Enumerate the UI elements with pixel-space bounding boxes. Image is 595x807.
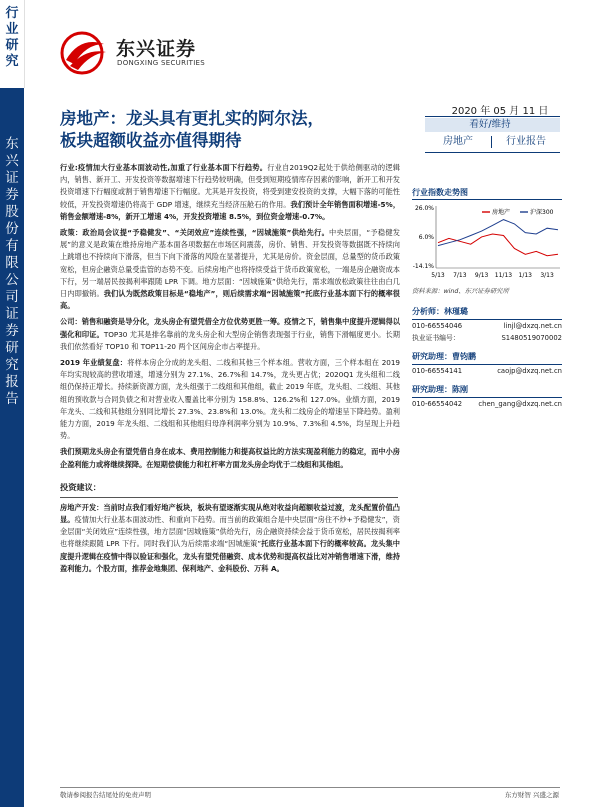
index-chart-heading: 行业指数走势图 xyxy=(412,188,468,197)
paragraph-policy-lead: 政策：政治局会议提“予稳健发”、“关闭效应”连续性强，“因城施策”供给先行。 xyxy=(60,228,330,238)
paragraph-policy-conclusion: 我们认为既然政策目标是“稳地产”，则后续需求端“因城施策”托底行业基本面下行的概率很高。 xyxy=(60,289,400,311)
analyst-license-number: S1480519070002 xyxy=(501,334,562,342)
series-line xyxy=(438,220,558,246)
sidebar-top xyxy=(0,0,25,88)
paragraph-industry-forecast: 我们预计全年销售面积增速-5%，销售金额增速-8%，新开工增速 4%，开发投资增速 8.5%，到位资金增速-0.7%。 xyxy=(60,199,401,221)
logo-name-en: DONGXING SECURITIES xyxy=(117,59,206,67)
assistant-contact-row xyxy=(412,398,562,410)
sidebar-category-label: 行业研究 xyxy=(5,6,19,69)
legend-label: 沪深300 xyxy=(530,209,554,216)
paragraph-review-lead: 2019 年业绩复盘： xyxy=(60,358,128,368)
paragraph-advice-text: 疫情加大行业基本面波动性、和重向下趋势。而当前的政策组合是中央层面“房住不炒+予稳健发”，资金层面“关闭效应”连续性强，地方层面“因城施策”供给先行，房企融资持续会益于货币宽松，居民按揭利率也将继续跟随 LPR 下行。同时我们认为后续需求端“因城施策” xyxy=(60,515,400,549)
y-tick-label: 26.0% xyxy=(414,205,434,212)
assistant-email[interactable]: chen_gang@dxzq.net.cn xyxy=(478,400,562,408)
tag-report-type: 行业报告 xyxy=(506,136,546,147)
paragraph-company xyxy=(60,316,400,353)
analyst-role: 分析师：林瑾璐 xyxy=(412,305,562,320)
x-tick-label: 3/13 xyxy=(540,272,554,279)
series-line xyxy=(438,234,558,256)
chart-source-note: 资料来源：wind、东兴证券研究所 xyxy=(412,288,509,295)
analyst-phone: 010-66554046 xyxy=(412,322,463,330)
tags-divider xyxy=(425,152,560,153)
sidebar-company-label: 东兴证券股份有限公司证券研究报告 xyxy=(5,136,19,407)
paragraph-review-text: 将样本房企分成的龙头组、二线和其他三个样本组。营收方面，三个样本组在 2019 年均实现较高的营收增速，增速分别为 27.1%、26.7%和 14.7%，龙头更占优；2020Q1 龙头组和二线组仍保持正增长。持续新资源方面，龙头组强于二线组和其他组，截止 2019 年底，龙头组、二线组、其他组的预收款与合同负债之和对营业收入覆盖比率分别为 158.8%、126.2%和 127.0%。业绩方面，2019 年龙头、二线和其他组分别同比增长 27.3%、23.8%和 13.0%。龙头和二线房企的增速呈下降趋势。盈利能力方面，2019 年龙头组、二线组和其他组归母净利润率分别为 10.9%、7.3%和 4.5%，均呈现上升趋势。 xyxy=(60,358,400,441)
paragraph-industry-lead: 行业:疫情加大行业基本面波动性,加重了行业基本面下行趋势。 xyxy=(60,163,268,172)
company-logo xyxy=(60,30,260,76)
paragraph-policy-text: 中央层面，“予稳健发展”的意义是政策在维持房地产基本面各项数据在市场区间震荡，房价、销售、开发投资等数据既不持续向上跳增也不持续向下滑落，但当下向下滑落的风险在显著提升，尤其是房价。资金层面，总量型的货币政策宽松，但房企融资总量受监管的态势不变。后续房地产也将持续受益于货币政策宽松，一端是房企融资成本下行，另一端居民按揭利率跟随 LPR 下调。地方层面：“因城施策”供给先行，需求端放松政策往往由白几日内即撤销。 xyxy=(60,228,400,299)
paragraph-advice xyxy=(60,502,400,575)
report-title xyxy=(60,108,420,152)
paragraph-policy xyxy=(60,227,400,312)
report-tags xyxy=(425,134,560,150)
date-divider xyxy=(425,116,560,117)
analyst-contact-row xyxy=(412,320,562,332)
report-body xyxy=(60,162,400,579)
logo-mark-icon xyxy=(60,30,110,76)
assistant-contact-row xyxy=(412,365,562,377)
analyst-license-label: 执业证书编号： xyxy=(412,334,460,342)
x-tick-label: 11/13 xyxy=(494,272,513,279)
logo-name-cn: 东兴证券 xyxy=(116,38,197,60)
paragraph-review xyxy=(60,357,400,442)
assistant-phone: 010-66554141 xyxy=(412,367,463,375)
x-tick-label: 1/13 xyxy=(518,272,533,279)
report-title-line-2: 板块超额收益亦值得期待 xyxy=(60,131,242,150)
sidebar xyxy=(0,0,24,807)
rating-label: 看好/维持 xyxy=(469,119,511,130)
paragraph-advice-conclusion: 托底行业基本面下行的概率较高。龙头集中度提升逻辑在疫情中得以验证和强化，龙头有望凭借融资、成本优势和提高权益比对冲销售增速下滑，维持盈利能力。个股方面，推荐金地集团、保利地产、金科股份、万科 A。 xyxy=(60,539,400,573)
assistant-email[interactable]: caojp@dxzq.net.cn xyxy=(497,367,562,375)
assistant-role: 研究助理：陈刚 xyxy=(412,383,562,398)
paragraph-advice-lead: 房地产开发：当前时点我们看好地产板块，板块有望逐渐实现从绝对收益向超额收益过渡，龙头配置价值凸显。 xyxy=(60,502,400,525)
analyst-email[interactable]: linjl@dxzq.net.cn xyxy=(503,322,562,330)
x-tick-label: 7/13 xyxy=(453,272,467,279)
tag-industry: 房地产 xyxy=(443,136,473,147)
x-tick-label: 9/13 xyxy=(474,272,489,279)
report-date: 2020 年 05 月 11 日 xyxy=(451,106,549,117)
assistant-role: 研究助理：曹钧鹏 xyxy=(412,350,562,365)
side-panel xyxy=(412,186,562,410)
sidebar-company-band xyxy=(0,88,24,807)
analyst-block-3 xyxy=(412,383,562,410)
y-tick-label: 6.0% xyxy=(418,233,434,241)
y-tick-label: -14.1% xyxy=(412,263,434,270)
analyst-license-row xyxy=(412,332,562,344)
paragraph-industry xyxy=(60,162,400,223)
x-tick-label: 5/13 xyxy=(431,272,445,279)
advice-heading: 投资建议： xyxy=(60,481,101,492)
analyst-block-2 xyxy=(412,350,562,377)
footer-divider xyxy=(60,787,560,788)
paragraph-company-text: TOP30 尤其是排名靠前的龙头房企和大型房企销售表现强于行业，销售下滑幅度更小。长期我们依然看好 TOP10 和 TOP11-20 两个区间房企市占率提升。 xyxy=(60,329,400,351)
legend-label: 房地产 xyxy=(492,209,511,216)
advice-divider xyxy=(60,497,398,498)
analyst-block-1 xyxy=(412,305,562,344)
paragraph-company-lead: 公司：销售和融资是导分化，龙头房企有望凭借全方位优势更胜一筹。疫情之下，销售集中度提升逻辑得以强化和印证。 xyxy=(60,317,400,339)
report-title-line-1: 房地产：龙头具有更扎实的阿尔法， xyxy=(60,109,324,128)
index-chart-rule xyxy=(412,199,562,200)
footer-slogan: 东方财智 兴盛之源 xyxy=(504,791,559,799)
paragraph-industry-text: 行业自2019Q2起处于供给侧驱动的逻辑内，销售、新开工、开发投资等数据增速下行趋势较明确，但受到短期疫情库存因素的影响，新开工和开发投资增速下行幅度或割于销售增速下行幅度。尤其是开发投资，将受到建安投资的支撑，大幅下落的可能性较低，开发投资增速仍将高于 GDP 增速，继续充当经济压舱石的作用。 xyxy=(60,163,401,209)
index-chart xyxy=(412,202,562,282)
footer-disclaimer-note: 敬请参阅报告结尾处的免责声明 xyxy=(60,791,151,799)
assistant-phone: 010-66554042 xyxy=(412,400,463,408)
paragraph-expectation: 我们预期龙头房企有望凭借自身在成本、费用控制能力和提高权益比的方法实现盈利能力的稳定，而中小房企盈利能力或将继续探降。在短期偿债能力和杠杆率方面龙头房企均优于二线组和其他组。 xyxy=(60,447,400,469)
